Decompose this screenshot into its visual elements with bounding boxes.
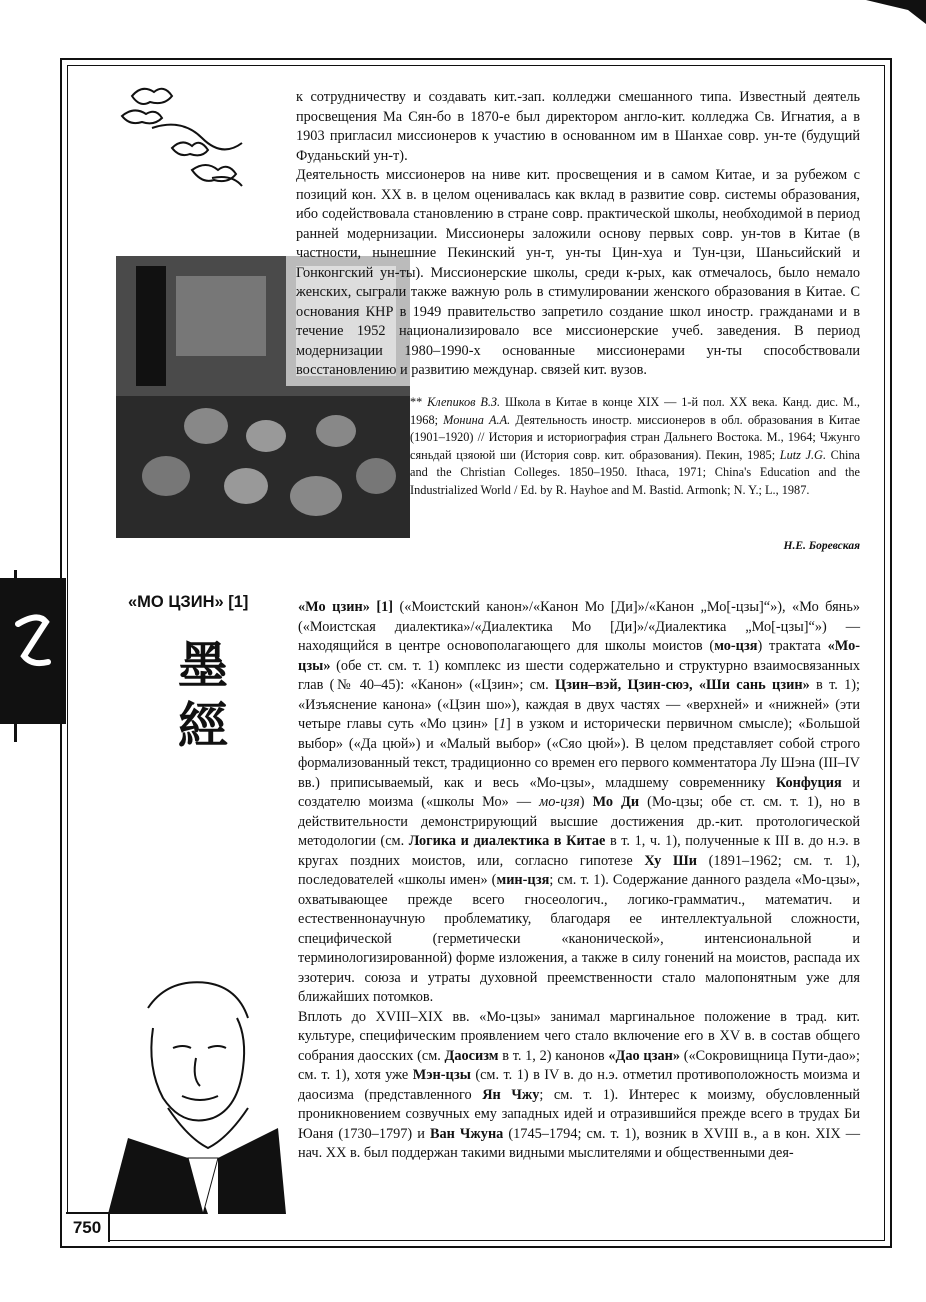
biblio-author-1: Клепиков В.З. [427, 395, 501, 409]
top-article-text [296, 88, 860, 381]
side-tick-bottom [14, 724, 17, 742]
text-run: (см. т. 1) в IV в. до н.э. отметил противоположность моизма и даосизма (представленного [298, 1067, 861, 1103]
text-run: ) трактата [757, 638, 828, 654]
term-index: 1 [498, 716, 506, 732]
term-mo-jia-italic: мо-цзя [539, 794, 580, 810]
ornamental-cloud-scroll-icon [112, 78, 292, 198]
term-logic: Логика и диалектика в Китае [408, 833, 606, 849]
biblio-text-2: Деятельность иностр. миссионеров в обл. образования в Китае (1901–1920) // История и историография стран Дальнего Востока. М., 1964; Чжунго сяньдай цзяоюй ши (История совр. кит. образования). Пекин, 1985; [410, 412, 860, 462]
entry-chinese-characters [168, 636, 238, 756]
text-run: в т. 1, ч. 1), полученные к III в. до н.э. в кругах поздних моистов, или, согласно гипотезе [298, 833, 860, 869]
term-ming-jia: мин-цзя [496, 872, 550, 888]
text-run: Вплоть до XVIII–XIX вв. «Мо-цзы» занимал маргинальное положение в трад. кит. культуре, специфическим проявлением чего стало включение его в XV в. в состав общего собрания даосских (см. [298, 1008, 860, 1064]
term-dao-zang: «Дао цзан» [608, 1047, 681, 1064]
text-run: («Сокровищница Пути-дао»; см. т. 1), хотя уже [298, 1047, 860, 1083]
term-mo-jia: мо-цзя [714, 638, 758, 654]
text-run: (Мо-цзы; обе ст. см. т. 1), но в действительности демонстрирующий высшие достижения др.-кит. протологической методологии (см. [298, 794, 860, 849]
page-number: 750 [66, 1212, 110, 1242]
term-jing-wei: Цзин–вэй, Цзин-сюэ, «Ши сань цзин» [555, 677, 810, 693]
text-run: (1891–1962; см. т. 1), последователей «школы имен» ( [298, 852, 860, 888]
entry-title: «МО ЦЗИН» [1] [128, 593, 249, 611]
term-hu-shi: Ху Ши [644, 852, 697, 869]
entry-paragraph-2 [298, 1008, 860, 1164]
mozi-portrait-drawing-icon [108, 968, 286, 1214]
text-run: в т. 1); «Изъяснение канона» («Цзин шо»), каждая в двух частях — «верхней» и «нижней» (эти четыре главы суть «Мо цзин» [ [298, 677, 860, 732]
top-paragraph-1: к сотрудничеству и создавать кит.-зап. колледжи смешанного типа. Известный деятель просвещения Ма Сян-бо в 1870-е был директором англо-кит. колледжа Св. Игнатия, а в 1903 пригласил миссионеров к участию в основанном им в Шанхае совр. ун-те (будущий Фуданьский ун-т). [296, 89, 860, 164]
term-yang-zhu: Ян Чжу [482, 1086, 540, 1103]
text-run: ) [579, 794, 593, 810]
term-confucius: Конфуция [775, 774, 842, 791]
chinese-char-mo: 墨 [178, 636, 228, 695]
entry-paragraph-1 [298, 598, 860, 1008]
term-daoism: Даосизм [444, 1047, 499, 1064]
term-mengzi: Мэн-цзы [412, 1067, 471, 1083]
text-run: в т. 1, 2) канонов [498, 1047, 609, 1064]
text-run: ; см. т. 1). Интерес к моизму, обусловленный проникновением созвучных ему западных идей и отразившийся прежде всего в трудах Би Юаня (1730–1797) и [298, 1086, 860, 1142]
bibliography [410, 394, 860, 500]
text-run: (обе ст. см. т. 1) комплекс из шести содержательно и структурно взаимосвязанных глав (№ 40–45): «Канон» («Цзин»; см. [298, 657, 860, 693]
biblio-text-1: Школа в Китае в конце XIX — 1-й пол. XX века. Канд. дис. М., 1968; [410, 395, 860, 427]
article-signature: Н.Е. Боревская [783, 540, 860, 552]
text-run: («Моистский канон»/«Канон Мо [Ди]»/«Канон „Мо[-цзы]“»), «Мо бянь» («Моистская диалектика»/«Диалектика Мо [Ди]»/«Диалектика „Мо[-цзы]“») — находящийся в центре основополагающего для школы моистов ( [298, 599, 860, 654]
corner-arrow-icon [866, 0, 926, 24]
entry-body [298, 598, 860, 1164]
term-wang-zhong: Ван Чжуна [429, 1125, 504, 1142]
text-run: и создателю моизма («школы Мо» — [298, 774, 861, 810]
term-mozi: «Мо-цзы» [298, 638, 861, 674]
biblio-author-3: Lutz J.G. [779, 447, 827, 462]
chinese-char-jing: 經 [178, 696, 228, 755]
term-mo-jing: «Мо цзин» [1] [298, 599, 393, 615]
text-run: (1745–1794; см. т. 1), возник в XVIII в., а в кон. XIX — нач. XX в. был поддержан такими видными мыслителями и общественными дея- [298, 1125, 860, 1161]
chinese-brush-stroke-icon [8, 604, 56, 684]
biblio-prefix: ** [410, 395, 423, 409]
side-tab [0, 578, 66, 724]
text-run: ; см. т. 1). Содержание данного раздела «Мо-цзы», охватывающее прежде всего гносеологич., логико-грамматич., математич. и естественнонаучную проблематику, благодаря ее интеллектуальной сложности, специфической (герметически «канонической», интенсиональной и терминологизированной) форме изложения, а также в силу гонений на моистов, распада их эзотерич. союза и утраты духовной преемственности стало малопонятным уже для ближайших потомков. [298, 872, 860, 1005]
biblio-text-3: China and the Christian Colleges. 1850–1950. Ithaca, 1971; China's Education and the Industrialized World / Ed. by R. Hayhoe and M. Bastid. Armonk; N. Y.; L., 1987. [410, 447, 860, 497]
biblio-author-2: Монина А.А. [443, 412, 511, 427]
top-paragraph-2: Деятельность миссионеров на ниве кит. просвещения и в самом Китае, и за рубежом с позиций кон. XX в. в целом оценивалась как вклад в развитие совр. системы образования, ибо содействовала становлению в стране совр. практической школы, необходимой в период ранней модернизации. Миссионеры заложили основу первых совр. ун-тов в Китае (в частности, нынешние Пекинский ун-т, ун-ты Цин-хуа и Тун-цзи, Шаньсийский и Гонконгский ун-ты). Миссионерские школы, среди к-рых, как отмечалось, было немало женских, сыграли также важную роль в стимулировании женского образования в Китае. С основания КНР в 1949 правительство запретило создание школ иностр. гражданами и в течение 1952 национализировало все миссионерские учеб. заведения. В период модернизации 1980–1990-х основанные миссионерами ун-ты способствовали восстановлению и развитию междунар. связей кит. вузов. [296, 167, 860, 378]
text-run: ] в узком и исторически первичном смысле); «Большой выбор» («Да цюй») и «Малый выбор» («Сяо цюй»). В целом представляет собой строго формализованный текст, традиционно со времен его первого комментатора Лу Шэна (III–IV вв.) приписываемый, как и весь «Мо-цзы», младшему современнику [298, 716, 860, 791]
term-mo-di: Мо Ди [592, 794, 640, 810]
